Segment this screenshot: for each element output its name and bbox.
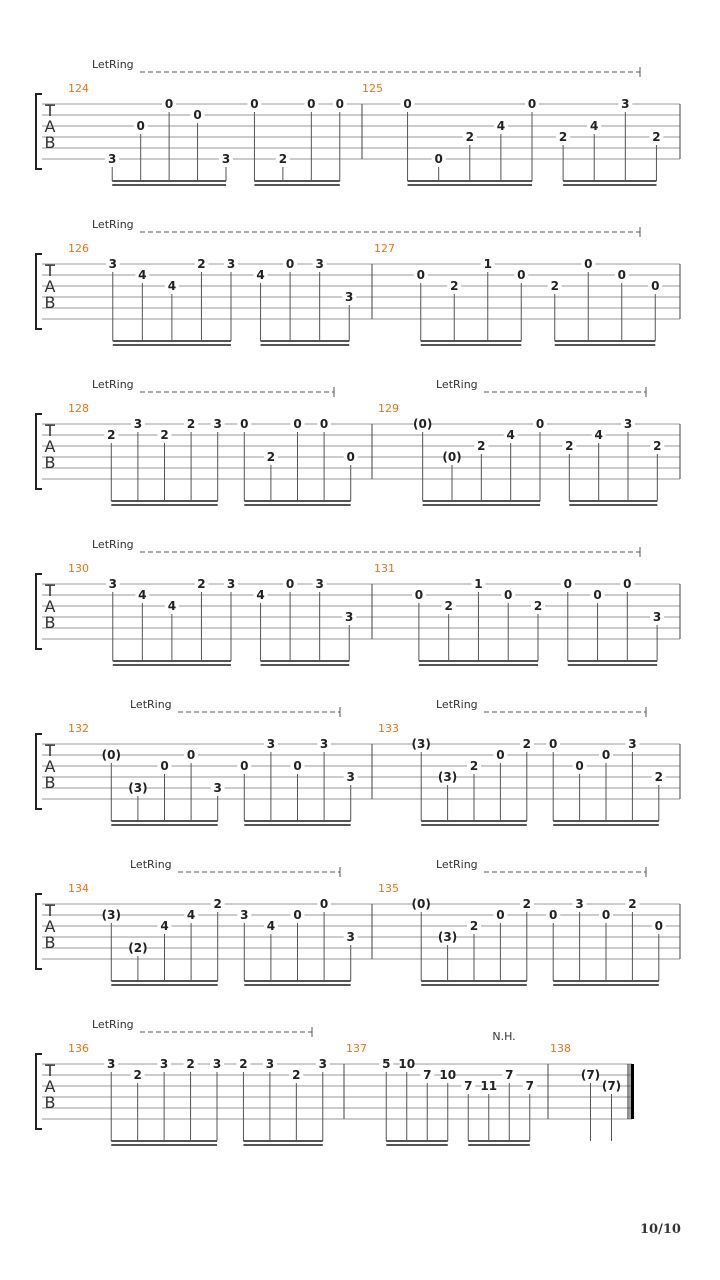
beam <box>421 824 527 826</box>
beam <box>111 500 217 502</box>
fret-number: 4 <box>167 599 177 613</box>
fret-number: 2 <box>465 130 474 144</box>
fret-number: 7 <box>464 1079 473 1093</box>
tab-clef-letter: T <box>45 421 55 440</box>
tab-clef-letter: T <box>45 901 55 920</box>
fret-number: 10 <box>398 1057 416 1071</box>
beam <box>421 980 527 982</box>
fret-number: 1 <box>483 257 492 271</box>
fret-number: 4 <box>160 919 169 933</box>
fret-number: 4 <box>496 119 506 133</box>
measure-number: 134 <box>68 882 89 895</box>
tab-clef-letter: T <box>45 741 55 760</box>
beam <box>553 980 659 982</box>
beam <box>421 340 522 342</box>
beam <box>244 504 350 506</box>
fret-number: 0 <box>240 759 249 773</box>
fret-number: 2 <box>522 897 531 911</box>
fret-number: 0 <box>496 748 505 762</box>
fret-number: 4 <box>256 588 265 602</box>
fret-number: 0 <box>307 97 316 111</box>
fret-number: (3) <box>411 737 431 751</box>
tab-clef-letter: A <box>44 437 56 456</box>
fret-number: 3 <box>345 610 354 624</box>
beam <box>423 504 540 506</box>
beam <box>261 660 350 662</box>
beam <box>112 180 226 182</box>
fret-number: 2 <box>558 130 568 144</box>
fret-number: 3 <box>318 1057 327 1071</box>
fret-number: 2 <box>278 152 288 166</box>
let-ring-label: LetRing <box>92 58 134 71</box>
fret-number: 5 <box>382 1057 391 1071</box>
fret-number: 4 <box>167 279 177 293</box>
fret-number: 4 <box>138 588 147 602</box>
fret-number: 3 <box>346 770 355 784</box>
fret-number: 0 <box>601 748 611 762</box>
fret-number: 0 <box>575 759 584 773</box>
measure-number: 128 <box>68 402 89 415</box>
tab-clef-letter: T <box>45 1061 55 1080</box>
tab-clef-letter: B <box>44 453 56 472</box>
fret-number: 0 <box>527 97 537 111</box>
fret-number: 0 <box>293 908 302 922</box>
fret-number: 0 <box>193 108 202 122</box>
fret-number: 2 <box>186 1057 195 1071</box>
system-bracket <box>36 574 42 649</box>
fret-number: 2 <box>565 439 574 453</box>
fret-number: 0 <box>136 119 145 133</box>
fret-number: (3) <box>437 930 458 944</box>
fret-number: (3) <box>128 781 148 795</box>
beam <box>112 184 226 186</box>
fret-number: 2 <box>477 439 486 453</box>
fret-number: 0 <box>535 417 545 431</box>
system-bracket <box>36 894 42 969</box>
fret-number: 2 <box>107 428 116 442</box>
beam <box>244 980 350 982</box>
fret-number: 3 <box>240 908 249 922</box>
fret-number: 4 <box>186 908 196 922</box>
beam <box>113 664 231 666</box>
beam <box>243 1144 322 1146</box>
fret-number: 3 <box>346 930 355 944</box>
let-ring-label: LetRing <box>436 378 478 391</box>
fret-number: 2 <box>292 1068 301 1082</box>
beam <box>423 500 540 502</box>
measure-number: 133 <box>378 722 399 735</box>
fret-number: 3 <box>213 781 222 795</box>
fret-number: 3 <box>575 897 584 911</box>
fret-number: 3 <box>212 1057 222 1071</box>
measure-number: 132 <box>68 722 89 735</box>
system-7 <box>36 1018 634 1146</box>
beam <box>408 184 532 186</box>
let-ring-label: LetRing <box>92 378 134 391</box>
tab-clef-letter: B <box>44 933 56 952</box>
fret-number: 10 <box>439 1068 457 1082</box>
beam <box>254 180 339 182</box>
measure-number: 127 <box>374 242 395 255</box>
fret-number: 0 <box>285 577 295 591</box>
fret-number: 3 <box>213 417 222 431</box>
fret-number: 3 <box>315 577 324 591</box>
beam <box>468 1144 530 1146</box>
fret-number: 7 <box>525 1079 534 1093</box>
fret-number: 0 <box>651 279 660 293</box>
fret-number: 4 <box>266 919 276 933</box>
beam <box>569 504 657 506</box>
tab-clef-letter: B <box>44 1093 56 1112</box>
beam <box>261 664 350 666</box>
fret-number: 3 <box>159 1057 169 1071</box>
measure-number: 138 <box>550 1042 571 1055</box>
fret-number: (0) <box>101 748 121 762</box>
system-bracket <box>36 94 42 169</box>
measure-number: 137 <box>346 1042 367 1055</box>
system-2 <box>36 218 680 346</box>
beam <box>568 664 657 666</box>
beam <box>244 500 350 502</box>
fret-number: 0 <box>164 97 174 111</box>
fret-number: 0 <box>654 919 663 933</box>
measure-number: 125 <box>362 82 383 95</box>
fret-number: 3 <box>108 257 117 271</box>
beam <box>555 340 656 342</box>
beam <box>386 1144 448 1146</box>
tab-clef-letter: A <box>44 117 56 136</box>
tab-clef-letter: A <box>44 917 56 936</box>
fret-number: 0 <box>549 737 558 751</box>
fret-number: 2 <box>266 450 276 464</box>
final-barline-thick <box>631 1064 634 1119</box>
beam <box>113 660 231 662</box>
system-bracket <box>36 254 42 329</box>
beam <box>244 824 350 826</box>
fret-number: 1 <box>474 577 483 591</box>
beam <box>244 820 350 822</box>
beam <box>254 184 339 186</box>
fret-number: 3 <box>133 417 143 431</box>
measure-number: 131 <box>374 562 395 575</box>
system-bracket <box>36 1054 42 1129</box>
system-bracket <box>36 734 42 809</box>
fret-number: 7 <box>505 1068 514 1082</box>
tab-clef-letter: T <box>45 101 55 120</box>
fret-number: 0 <box>403 97 412 111</box>
system-4 <box>36 538 680 666</box>
fret-number: 0 <box>240 417 249 431</box>
fret-number: 2 <box>652 130 661 144</box>
fret-number: 3 <box>221 152 231 166</box>
tab-clef-letter: B <box>44 613 56 632</box>
beam <box>111 980 217 982</box>
let-ring-label: LetRing <box>92 1018 134 1031</box>
fret-number: 3 <box>266 737 276 751</box>
beam <box>111 824 217 826</box>
beam <box>555 344 656 346</box>
fret-number: 0 <box>496 908 505 922</box>
fret-number: 0 <box>335 97 344 111</box>
fret-number: 4 <box>594 428 603 442</box>
fret-number: 2 <box>197 577 206 591</box>
beam <box>421 984 527 986</box>
beam <box>421 344 522 346</box>
measure-number: 124 <box>68 82 89 95</box>
beam <box>568 660 657 662</box>
measure-number: 136 <box>68 1042 89 1055</box>
fret-number: 7 <box>423 1068 432 1082</box>
fret-number: 3 <box>107 1057 116 1071</box>
beam <box>111 504 217 506</box>
measure-number: 129 <box>378 402 399 415</box>
page-number: 10/10 <box>640 1222 681 1237</box>
tab-clef-letter: T <box>45 581 55 600</box>
fret-number: (0) <box>442 450 462 464</box>
beam <box>553 984 659 986</box>
fret-number: (3) <box>101 908 121 922</box>
fret-number: 0 <box>517 268 526 282</box>
fret-number: 2 <box>654 770 663 784</box>
beam <box>468 1140 530 1142</box>
fret-number: 0 <box>549 908 558 922</box>
let-ring-label: LetRing <box>92 538 134 551</box>
beam <box>244 984 350 986</box>
fret-number: 0 <box>293 417 302 431</box>
fret-number: 4 <box>138 268 147 282</box>
beam <box>111 1144 217 1146</box>
fret-number: 2 <box>160 428 169 442</box>
beam <box>111 984 217 986</box>
fret-number: 3 <box>226 577 236 591</box>
fret-number: 0 <box>593 588 602 602</box>
fret-number: 0 <box>584 257 593 271</box>
tab-clef-letter: A <box>44 1077 56 1096</box>
tab-clef-letter: T <box>45 261 55 280</box>
fret-number: 3 <box>226 257 236 271</box>
fret-number: (3) <box>437 770 458 784</box>
fret-number: (0) <box>413 417 433 431</box>
fret-number: 3 <box>108 152 117 166</box>
fret-number: 2 <box>213 897 222 911</box>
beam <box>261 344 350 346</box>
let-ring-label: LetRing <box>436 858 478 871</box>
fret-number: 0 <box>434 152 443 166</box>
fret-number: 3 <box>108 577 117 591</box>
fret-number: (7) <box>601 1079 622 1093</box>
measure-number: 130 <box>68 562 89 575</box>
beam <box>553 824 659 826</box>
fret-number: 3 <box>628 737 637 751</box>
tab-clef-letter: A <box>44 597 56 616</box>
beam <box>563 184 656 186</box>
fret-number: 0 <box>250 97 259 111</box>
fret-number: (2) <box>128 941 148 955</box>
fret-number: 2 <box>628 897 637 911</box>
beam <box>243 1140 322 1142</box>
fret-number: 0 <box>563 577 572 591</box>
fret-number: 2 <box>550 279 559 293</box>
fret-number: 2 <box>469 919 479 933</box>
tab-clef-letter: B <box>44 293 56 312</box>
fret-number: 0 <box>319 417 329 431</box>
fret-number: 2 <box>653 439 662 453</box>
system-1 <box>36 58 680 186</box>
fret-number: 11 <box>480 1079 498 1093</box>
fret-number: 3 <box>345 290 354 304</box>
fret-number: 0 <box>285 257 295 271</box>
beam <box>113 344 231 346</box>
system-bracket <box>36 414 42 489</box>
fret-number: 2 <box>197 257 206 271</box>
let-ring-label: LetRing <box>436 698 478 711</box>
beam <box>408 180 532 182</box>
measure-number: 135 <box>378 882 399 895</box>
fret-number: 0 <box>416 268 425 282</box>
beam <box>386 1140 448 1142</box>
beam <box>553 820 659 822</box>
let-ring-label: LetRing <box>92 218 134 231</box>
tab-clef-letter: A <box>44 277 56 296</box>
fret-number: 3 <box>265 1057 275 1071</box>
beam <box>421 820 527 822</box>
fret-number: 0 <box>623 577 632 591</box>
tab-clef-letter: B <box>44 133 56 152</box>
fret-number: 0 <box>186 748 196 762</box>
measure-number: 126 <box>68 242 89 255</box>
fret-number: 2 <box>186 417 196 431</box>
let-ring-label: LetRing <box>130 858 172 871</box>
beam <box>563 180 656 182</box>
fret-number: 0 <box>414 588 424 602</box>
fret-number: 0 <box>160 759 169 773</box>
fret-number: 0 <box>293 759 302 773</box>
beam <box>111 820 217 822</box>
fret-number: 3 <box>319 737 329 751</box>
fret-number: 3 <box>623 417 633 431</box>
beam <box>569 500 657 502</box>
fret-number: 4 <box>506 428 515 442</box>
beam <box>111 1140 217 1142</box>
fret-number: 2 <box>133 1068 142 1082</box>
fret-number: 0 <box>319 897 329 911</box>
fret-number: 2 <box>533 599 543 613</box>
fret-number: 2 <box>444 599 453 613</box>
beam <box>113 340 231 342</box>
fret-number: 4 <box>590 119 599 133</box>
fret-number: 2 <box>239 1057 248 1071</box>
fret-number: 3 <box>652 610 662 624</box>
system-6 <box>36 858 680 986</box>
natural-harmonic-label: N.H. <box>492 1030 516 1043</box>
system-3 <box>36 378 680 506</box>
fret-number: 3 <box>621 97 630 111</box>
beam <box>419 664 538 666</box>
beam <box>261 340 350 342</box>
fret-number: 4 <box>256 268 265 282</box>
fret-number: 2 <box>522 737 531 751</box>
fret-number: 0 <box>601 908 611 922</box>
tab-clef-letter: B <box>44 773 56 792</box>
tab-clef-letter: A <box>44 757 56 776</box>
fret-number: (7) <box>580 1068 601 1082</box>
fret-number: 0 <box>346 450 355 464</box>
fret-number: 2 <box>450 279 459 293</box>
fret-number: 2 <box>469 759 479 773</box>
fret-number: 3 <box>315 257 324 271</box>
fret-number: 0 <box>617 268 626 282</box>
fret-number: (0) <box>411 897 431 911</box>
fret-number: 0 <box>504 588 513 602</box>
system-5 <box>36 698 680 826</box>
beam <box>419 660 538 662</box>
let-ring-label: LetRing <box>130 698 172 711</box>
